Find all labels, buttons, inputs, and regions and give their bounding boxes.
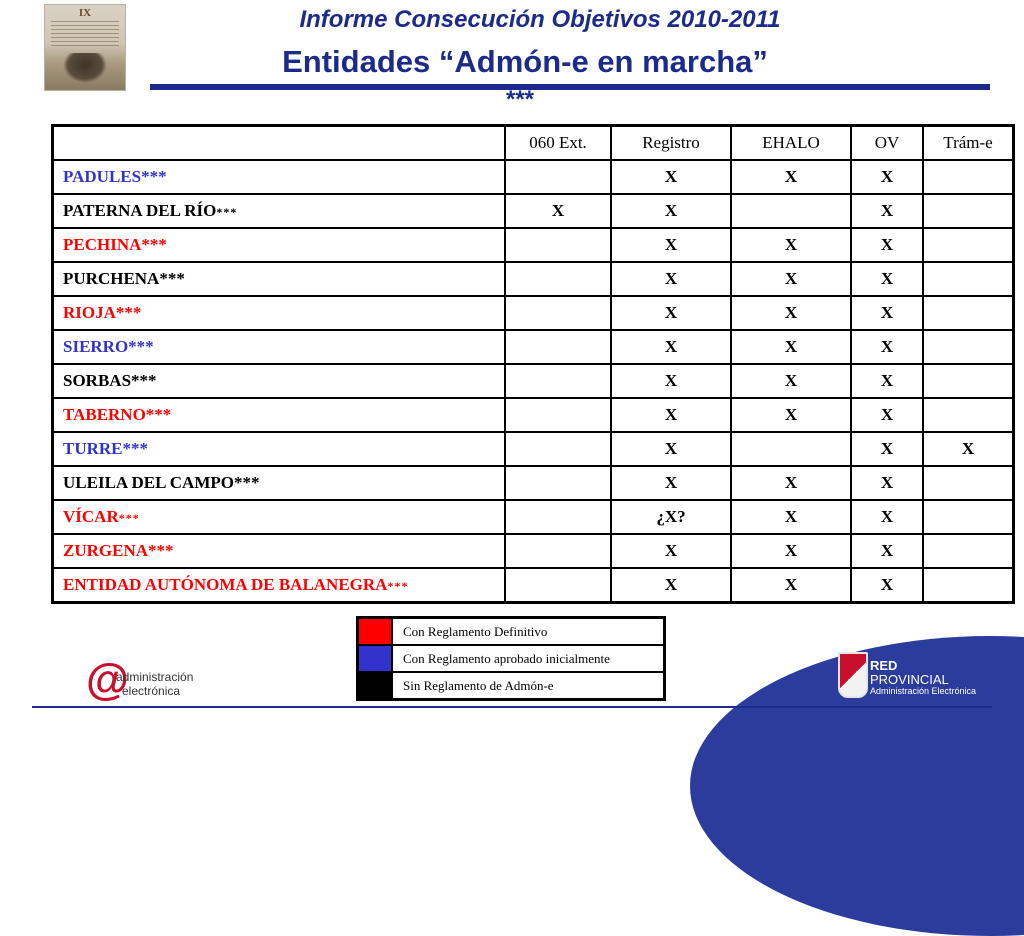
entity-name-cell xyxy=(53,398,506,432)
header-060: 060 Ext. xyxy=(505,126,611,161)
entity-name-cell xyxy=(53,296,506,330)
red-logo-line2: PROVINCIAL xyxy=(870,672,949,687)
entity-name: PECHINA*** xyxy=(63,235,167,254)
legend-row-inicial xyxy=(358,645,665,672)
mark-cell-ehalo: X xyxy=(731,296,851,330)
mark-cell-registro: X xyxy=(611,432,731,466)
mark-cell-trame xyxy=(923,296,1014,330)
entity-name-cell xyxy=(53,228,506,262)
red-logo-line1: RED xyxy=(870,658,898,673)
legend-row-definitivo xyxy=(358,618,665,646)
mark-cell-trame xyxy=(923,262,1014,296)
header-ehalo: EHALO xyxy=(731,126,851,161)
entity-name: ENTIDAD AUTÓNOMA DE BALANEGRA xyxy=(63,575,388,594)
mark-cell-ov: X xyxy=(851,296,923,330)
mark-cell-trame xyxy=(923,228,1014,262)
at-sign-icon: @ xyxy=(86,655,129,704)
admin-logo-line2: electrónica xyxy=(122,684,181,698)
entity-name: RIOJA*** xyxy=(63,303,142,322)
mark-cell-ehalo: X xyxy=(731,262,851,296)
legend-label: Con Reglamento aprobado inicialmente xyxy=(392,645,665,672)
mark-cell-trame xyxy=(923,364,1014,398)
slide-title: Entidades “Admón-e en marcha” xyxy=(282,44,768,79)
mark-cell-registro: X xyxy=(611,262,731,296)
mark-cell-ov: X xyxy=(851,160,923,194)
mark-cell-ehalo xyxy=(731,432,851,466)
mark-cell-registro: ¿X? xyxy=(611,500,731,534)
mark-cell-registro: X xyxy=(611,398,731,432)
mark-cell-ehalo: X xyxy=(731,568,851,603)
mark-cell-ov: X xyxy=(851,432,923,466)
mark-cell-ov: X xyxy=(851,194,923,228)
mark-cell-ov: X xyxy=(851,364,923,398)
mark-cell-ov: X xyxy=(851,534,923,568)
mark-cell-trame: X xyxy=(923,432,1014,466)
mark-cell-registro: X xyxy=(611,296,731,330)
mark-cell-ov: X xyxy=(851,262,923,296)
entity-suffix: *** xyxy=(216,205,238,219)
entity-name: PADULES*** xyxy=(63,167,167,186)
mark-cell-c060 xyxy=(505,466,611,500)
entity-name-cell xyxy=(53,160,506,194)
mark-cell-ov: X xyxy=(851,398,923,432)
mark-cell-registro: X xyxy=(611,194,731,228)
mark-cell-ehalo: X xyxy=(731,330,851,364)
mark-cell-c060 xyxy=(505,500,611,534)
table-row xyxy=(53,296,1014,330)
legend-swatch-red xyxy=(358,618,393,646)
mark-cell-ehalo: X xyxy=(731,398,851,432)
mark-cell-c060: X xyxy=(505,194,611,228)
mark-cell-ehalo xyxy=(731,194,851,228)
mark-cell-c060 xyxy=(505,432,611,466)
entity-name-cell xyxy=(53,262,506,296)
admin-electronica-logo xyxy=(86,655,226,706)
mark-cell-registro: X xyxy=(611,364,731,398)
table-row xyxy=(53,466,1014,500)
mark-cell-c060 xyxy=(505,534,611,568)
mark-cell-ov: X xyxy=(851,568,923,603)
admin-logo-line1: administración xyxy=(116,670,194,684)
entity-name: PATERNA DEL RÍO xyxy=(63,201,217,220)
entity-name: TURRE*** xyxy=(63,439,149,458)
mark-cell-c060 xyxy=(505,364,611,398)
entity-name: SORBAS*** xyxy=(63,371,157,390)
mark-cell-ehalo: X xyxy=(731,534,851,568)
table-row xyxy=(53,432,1014,466)
legend-label: Sin Reglamento de Admón-e xyxy=(392,672,665,700)
table-row xyxy=(53,500,1014,534)
table-row xyxy=(53,364,1014,398)
entity-name-cell xyxy=(53,330,506,364)
mark-cell-ehalo: X xyxy=(731,160,851,194)
entity-name: ZURGENA*** xyxy=(63,541,174,560)
table-header-row xyxy=(53,126,1014,161)
legend-swatch-blue xyxy=(358,645,393,672)
mark-cell-registro: X xyxy=(611,534,731,568)
entity-name: VÍCAR xyxy=(63,507,119,526)
header-trame: Trám-e xyxy=(923,126,1014,161)
mark-cell-c060 xyxy=(505,330,611,364)
mark-cell-ehalo: X xyxy=(731,466,851,500)
mark-cell-ov: X xyxy=(851,228,923,262)
mark-cell-trame xyxy=(923,194,1014,228)
header-entity xyxy=(53,126,506,161)
mark-cell-registro: X xyxy=(611,228,731,262)
footer-rule xyxy=(32,706,992,708)
red-logo-line3: Administración Electrónica xyxy=(870,686,977,696)
mark-cell-ehalo: X xyxy=(731,228,851,262)
entity-name-cell xyxy=(53,500,506,534)
mark-cell-trame xyxy=(923,534,1014,568)
entity-suffix: *** xyxy=(118,511,140,525)
table-row xyxy=(53,262,1014,296)
mark-cell-trame xyxy=(923,500,1014,534)
mark-cell-ehalo: X xyxy=(731,364,851,398)
entity-name-cell xyxy=(53,466,506,500)
coat-of-arms-icon xyxy=(838,652,868,698)
mark-cell-ehalo: X xyxy=(731,500,851,534)
table-row xyxy=(53,160,1014,194)
mark-cell-trame xyxy=(923,466,1014,500)
mark-cell-ov: X xyxy=(851,330,923,364)
header-registro: Registro xyxy=(611,126,731,161)
mark-cell-registro: X xyxy=(611,466,731,500)
legend-row-sin xyxy=(358,672,665,700)
entities-table xyxy=(51,124,1015,604)
mark-cell-trame xyxy=(923,330,1014,364)
table-row xyxy=(53,194,1014,228)
mark-cell-ov: X xyxy=(851,500,923,534)
entity-suffix: *** xyxy=(387,579,409,593)
entity-name: SIERRO*** xyxy=(63,337,154,356)
mark-cell-c060 xyxy=(505,262,611,296)
mark-cell-c060 xyxy=(505,160,611,194)
entity-name: PURCHENA*** xyxy=(63,269,185,288)
mark-cell-registro: X xyxy=(611,160,731,194)
entity-name-cell xyxy=(53,534,506,568)
entity-name: TABERNO*** xyxy=(63,405,172,424)
entity-name-cell xyxy=(53,364,506,398)
slide-subtitle: Informe Consecución Objetivos 2010-2011 xyxy=(299,6,781,33)
legend-label: Con Reglamento Definitivo xyxy=(392,618,665,646)
mark-cell-c060 xyxy=(505,398,611,432)
legend-swatch-black xyxy=(358,672,393,700)
title-suffix: *** xyxy=(506,86,535,113)
mark-cell-registro: X xyxy=(611,568,731,603)
mark-cell-trame xyxy=(923,568,1014,603)
legend-table xyxy=(356,616,666,701)
thumbnail-number: IX xyxy=(78,7,92,19)
mark-cell-registro: X xyxy=(611,330,731,364)
entity-name-cell xyxy=(53,194,506,228)
mark-cell-c060 xyxy=(505,296,611,330)
mark-cell-trame xyxy=(923,160,1014,194)
table-row xyxy=(53,568,1014,603)
table-row xyxy=(53,228,1014,262)
entity-name: ULEILA DEL CAMPO*** xyxy=(63,473,260,492)
entity-name-cell xyxy=(53,432,506,466)
mark-cell-c060 xyxy=(505,568,611,603)
header-ov: OV xyxy=(851,126,923,161)
mark-cell-trame xyxy=(923,398,1014,432)
mark-cell-c060 xyxy=(505,228,611,262)
red-provincial-logo xyxy=(838,652,998,702)
mark-cell-ov: X xyxy=(851,466,923,500)
table-row xyxy=(53,534,1014,568)
table-row xyxy=(53,398,1014,432)
title-underline xyxy=(150,84,990,90)
entity-name-cell xyxy=(53,568,506,603)
table-row xyxy=(53,330,1014,364)
